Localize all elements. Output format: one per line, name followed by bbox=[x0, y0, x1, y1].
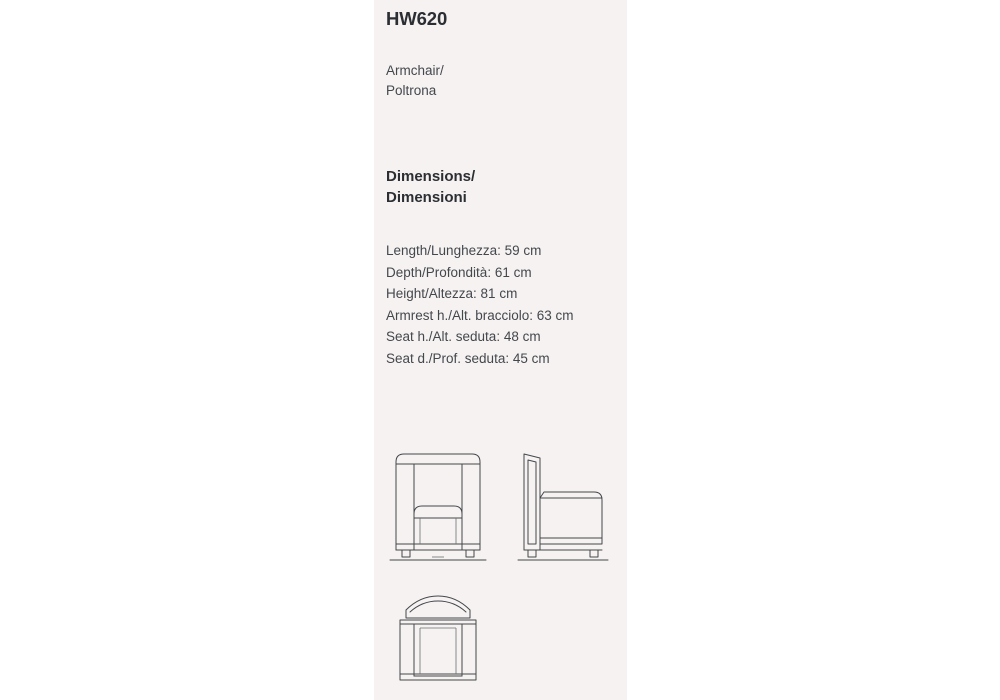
armchair-side-view-icon bbox=[510, 440, 614, 575]
armchair-top-view-icon bbox=[386, 588, 490, 698]
armchair-side-view-drawing bbox=[510, 440, 614, 575]
product-type-line-2: Poltrona bbox=[386, 83, 437, 98]
dimensions-heading-line-1: Dimensions/ bbox=[386, 168, 476, 185]
dimension-item: Seat h./Alt. seduta: 48 cm bbox=[386, 329, 541, 344]
dimensions-heading-line-2: Dimensioni bbox=[386, 189, 467, 206]
dimension-item: Seat d./Prof. seduta: 45 cm bbox=[386, 350, 550, 366]
product-type bbox=[386, 61, 444, 101]
armchair-front-view-drawing bbox=[386, 440, 490, 575]
dimension-item: Depth/Profondità: 61 cm bbox=[386, 264, 532, 280]
drawing-row-elevations bbox=[386, 440, 626, 575]
dimension-item: Length/Lunghezza: 59 cm bbox=[386, 243, 542, 258]
dimension-item: Armrest h./Alt. bracciolo: 63 cm bbox=[386, 307, 574, 323]
armchair-top-view-drawing bbox=[386, 588, 490, 698]
dimensions-list bbox=[386, 240, 574, 369]
product-type-line-1: Armchair/ bbox=[386, 63, 444, 78]
dimension-item: Height/Altezza: 81 cm bbox=[386, 286, 518, 301]
product-info-column bbox=[386, 0, 626, 700]
technical-drawings bbox=[386, 440, 626, 575]
product-code: HW620 bbox=[386, 8, 448, 29]
dimensions-heading bbox=[386, 166, 475, 208]
armchair-front-view-icon bbox=[386, 440, 490, 575]
